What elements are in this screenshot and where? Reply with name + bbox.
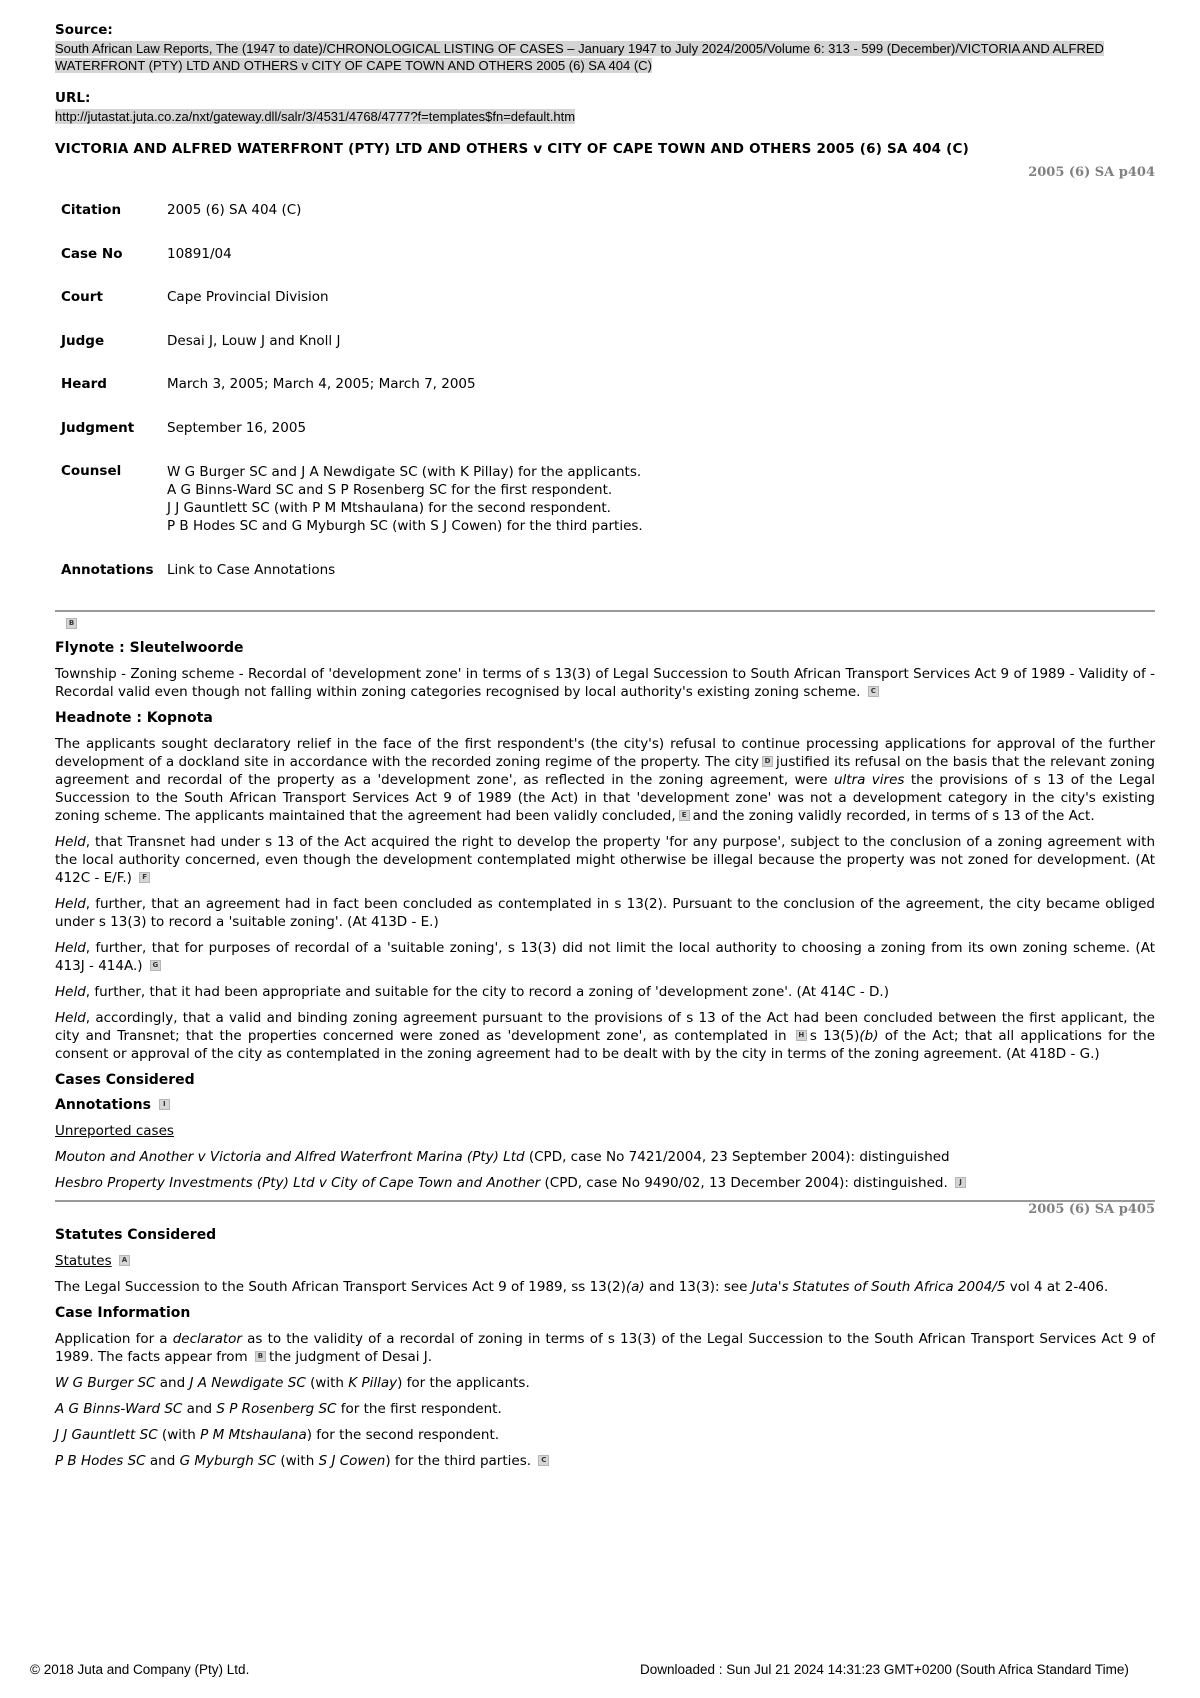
meta-row-court	[61, 289, 643, 333]
cases-heading: Cases Considered	[55, 1071, 195, 1088]
statutes-heading: Statutes Considered	[55, 1226, 217, 1243]
counsel-entry: W G Burger SC and J A Newdigate SC (with K Pillay) for the applicants.	[55, 1374, 530, 1391]
case-citation: Hesbro Property Investments (Pty) Ltd v City of Cape Town and Another (CPD, case No 9490/02, 13 December 2004): distinguished. J	[55, 1174, 1155, 1192]
counsel-line: A G Binns-Ward SC and S P Rosenberg SC for the first respondent.	[167, 482, 613, 498]
meta-row-case-no	[61, 246, 643, 290]
flynote-heading: Flynote : Sleutelwoorde	[55, 639, 244, 656]
margin-marker[interactable]: E	[679, 810, 690, 821]
url-label: URL:	[55, 90, 91, 106]
headnote-heading: Headnote : Kopnota	[55, 709, 213, 726]
margin-marker[interactable]: D	[762, 756, 773, 767]
document-page	[55, 22, 1155, 1478]
annotations-link[interactable]: Link to Case Annotations	[167, 562, 336, 578]
margin-marker[interactable]: H	[796, 1030, 807, 1041]
held-paragraph: Held, further, that for purposes of recordal of a 'suitable zoning', s 13(3) did not limit the local authority to choosing a zoning from its own zoning scheme. (At 413J - 414A.) G	[55, 939, 1155, 974]
section-divider	[55, 610, 1155, 612]
counsel-entry: P B Hodes SC and G Myburgh SC (with S J Cowen) for the third parties. C	[55, 1452, 1155, 1470]
url-link[interactable]: http://jutastat.juta.co.za/nxt/gateway.dll/salr/3/4531/4768/4777?f=templates$fn=default.htm	[55, 109, 576, 124]
margin-marker[interactable]: A	[119, 1255, 130, 1266]
judgment-value: September 16, 2005	[167, 419, 307, 436]
headnote-paragraph: The applicants sought declaratory relief in the face of the first respondent's (the city's) refusal to continue processing applications for approval of the further development of a dockland site in accordance with the recorded zoning regime of the property. The city D justified its refusal on the basis that the relevant zoning agreement and recordal of the property as a 'development zone', as reflected in the zoning agreement, were ultra vires the provisions of s 13 of the Legal Succession to the South African Transport Services Act 9 of 1989 (the Act) in that 'development zone' was not a development category in the city's existing zoning scheme. The applicants maintained that the agreement had been validly concluded, E and the zoning validly recorded, in terms of s 13 of the Act.	[55, 735, 1155, 824]
page-ref-404: 2005 (6) SA p404	[1028, 165, 1155, 180]
counsel-line: W G Burger SC and J A Newdigate SC (with K Pillay) for the applicants.	[167, 464, 642, 480]
held-paragraph: Held, further, that an agreement had in fact been concluded as contemplated in s 13(2). Pursuant to the conclusion of the agreement, the city became obliged under s 13(3) to record a 'suitable zoning'. (At 413D - E.)	[55, 895, 1155, 930]
margin-marker[interactable]: C	[868, 686, 879, 697]
page-ref-405: 2005 (6) SA p405	[1028, 1201, 1155, 1217]
judge-label: Judge	[61, 332, 105, 349]
statutes-subheading: Statutes A	[55, 1252, 1155, 1270]
court-value: Cape Provincial Division	[167, 289, 329, 305]
url-block	[55, 90, 1155, 125]
margin-marker[interactable]: F	[139, 872, 150, 883]
counsel-label: Counsel	[61, 463, 122, 479]
meta-row-annotations	[61, 562, 643, 606]
case-no-label: Case No	[61, 245, 123, 262]
annotations-heading: Annotations I	[55, 1097, 1155, 1113]
statute-entry: The Legal Succession to the South African Transport Services Act 9 of 1989, ss 13(2)(a) and 13(3): see Juta's Statutes of South Africa 2004/5 vol 4 at 2-406.	[55, 1278, 1109, 1295]
judgment-label: Judgment	[61, 419, 135, 436]
meta-row-citation	[61, 202, 643, 246]
counsel-value	[167, 463, 643, 562]
meta-row-counsel	[61, 463, 643, 562]
citation-value: 2005 (6) SA 404 (C)	[167, 202, 302, 218]
case-information-heading: Case Information	[55, 1304, 191, 1321]
copyright-text: © 2018 Juta and Company (Pty) Ltd.	[30, 1662, 250, 1677]
counsel-line: J J Gauntlett SC (with P M Mtshaulana) for the second respondent.	[167, 500, 611, 516]
page-footer	[30, 1662, 1190, 1677]
counsel-line: P B Hodes SC and G Myburgh SC (with S J Cowen) for the third parties.	[167, 518, 643, 534]
case-title: VICTORIA AND ALFRED WATERFRONT (PTY) LTD AND OTHERS v CITY OF CAPE TOWN AND OTHERS 2005 (6) SA 404 (C)	[55, 141, 970, 157]
case-meta-table	[61, 202, 643, 606]
meta-row-judgment	[61, 420, 643, 464]
case-citation: Mouton and Another v Victoria and Alfred Waterfront Marina (Pty) Ltd (CPD, case No 7421/2004, 23 September 2004): distinguished	[55, 1148, 950, 1165]
heard-label: Heard	[61, 376, 107, 392]
held-paragraph: Held, accordingly, that a valid and binding zoning agreement pursuant to the provisions of s 13 of the Act had been concluded between the first applicant, the city and Transnet; that the properties concerned were zoned as 'development zone', as contemplated in H s 13(5)(b) of the Act; that all applications for the consent or approval of the city as contemplated in the zoning agreement had to be dealt with by the city in terms of the zoning agreement. (At 418D - G.)	[55, 1009, 1155, 1062]
counsel-entry: J J Gauntlett SC (with P M Mtshaulana) for the second respondent.	[55, 1426, 500, 1443]
margin-marker[interactable]: I	[159, 1099, 170, 1110]
citation-label: Citation	[61, 202, 122, 218]
judge-value: Desai J, Louw J and Knoll J	[167, 332, 341, 349]
flynote-text: Township - Zoning scheme - Recordal of 'development zone' in terms of s 13(3) of Legal Succession to South African Transport Services Act 9 of 1989 - Validity of - Recordal valid even though not falling within zoning categories recognised by local authority's existing zoning scheme. C	[55, 665, 1155, 700]
case-no-value: 10891/04	[167, 245, 232, 262]
annotations-label: Annotations	[61, 562, 154, 578]
margin-marker[interactable]: B	[255, 1351, 266, 1362]
margin-marker[interactable]: C	[538, 1455, 549, 1466]
case-information-text: Application for a declarator as to the validity of a recordal of zoning in terms of s 13(3) of the Legal Succession to the South African Transport Services Act 9 of 1989. The facts appear from B the judgment of Desai J.	[55, 1330, 1156, 1365]
counsel-entry: A G Binns-Ward SC and S P Rosenberg SC for the first respondent.	[55, 1400, 502, 1417]
held-paragraph: Held, that Transnet had under s 13 of the Act acquired the right to develop the property 'for any purpose', subject to the conclusion of a zoning agreement with the local authority concerned, even though the development contemplated might otherwise be illegal because the property was not zoned for development. (At 412C - E/F.) F	[55, 833, 1155, 886]
meta-row-heard	[61, 376, 643, 420]
downloaded-timestamp: Downloaded : Sun Jul 21 2024 14:31:23 GMT+0200 (South Africa Standard Time)	[640, 1662, 1129, 1677]
margin-marker[interactable]: G	[150, 960, 161, 971]
source-block	[55, 22, 1155, 74]
source-label: Source:	[55, 22, 113, 38]
court-label: Court	[61, 289, 103, 305]
margin-marker[interactable]: J	[955, 1177, 966, 1188]
meta-row-judge	[61, 333, 643, 377]
margin-marker[interactable]: B	[66, 618, 77, 629]
held-paragraph: Held, further, that it had been appropriate and suitable for the city to record a zoning of 'development zone'. (At 414C - D.)	[55, 983, 889, 1000]
unreported-cases-link[interactable]: Unreported cases	[55, 1122, 174, 1139]
heard-value: March 3, 2005; March 4, 2005; March 7, 2005	[167, 376, 476, 392]
source-text[interactable]: South African Law Reports, The (1947 to date)/CHRONOLOGICAL LISTING OF CASES – January 1947 to July 2024/2005/Volume 6: 313 - 599 (December)/VICTORIA AND ALFRED WATERFRONT (PTY) LTD AND OTHERS v CITY OF CAPE TOWN AND OTHERS 2005 (6) SA 404 (C)	[55, 41, 1104, 73]
